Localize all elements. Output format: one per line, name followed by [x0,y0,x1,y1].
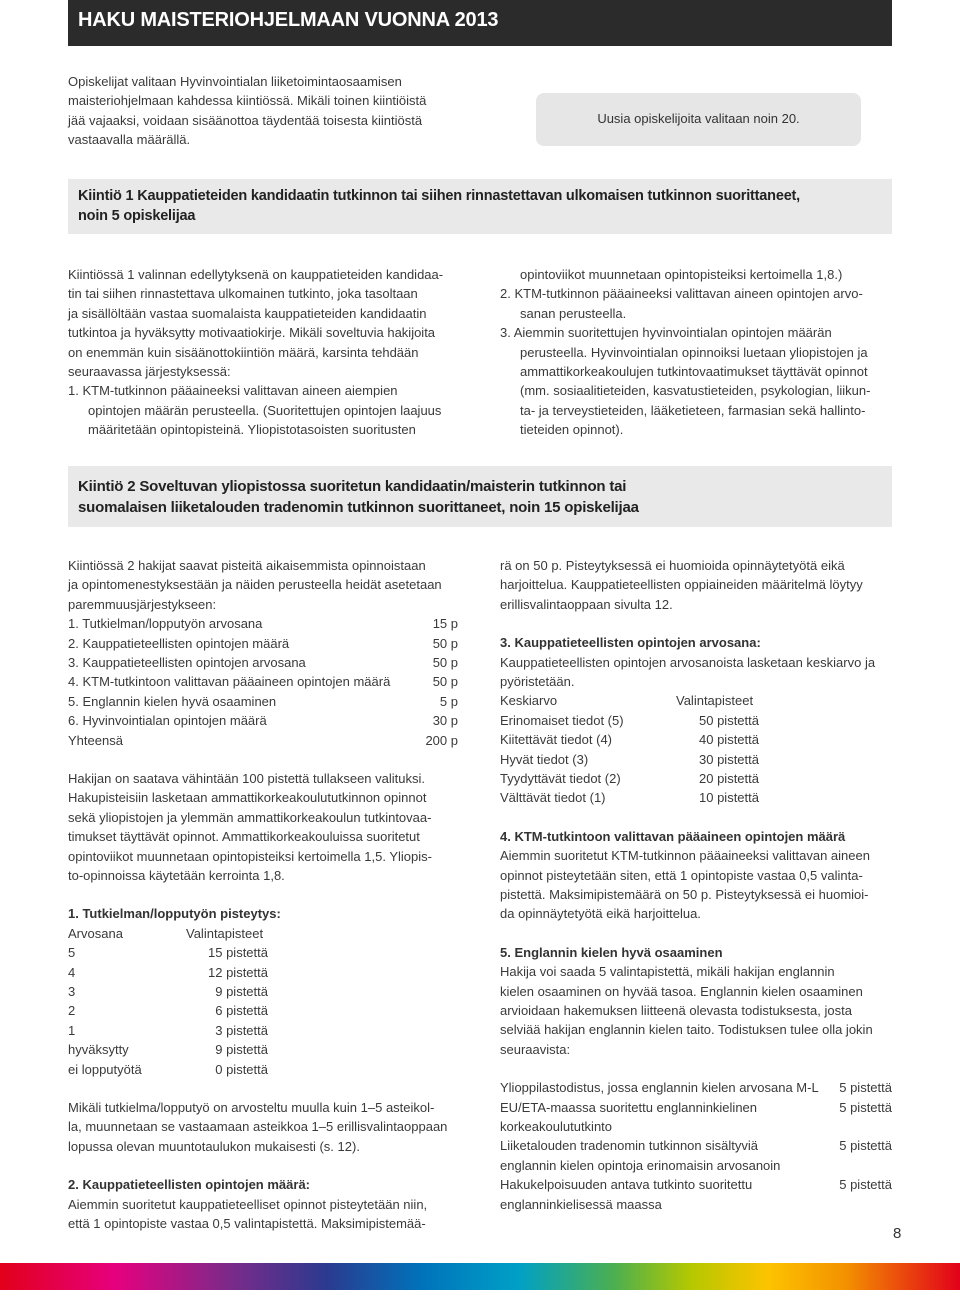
intro-line: vastaavalla määrällä. [68,132,191,148]
english-item-points: 5 pistettä [839,1138,892,1154]
quota1-item3-line: perusteella. Hyvinvointialan opinnoiksi luetaan yliopistojen ja [520,344,868,360]
english-item-text: Ylioppilastodistus, jossa englannin kielen arvosana M-L [500,1080,819,1096]
grade-level: Hyvät tiedot (3) [500,751,589,767]
thesis-row [68,982,468,1001]
thesis-grade: 3 [68,983,76,999]
points-total-value: 200 p [425,732,458,748]
grade-row [500,788,895,807]
thesis-points: 0 pistettä [215,1061,268,1077]
english-heading: 5. Englannin kielen hyvä osaaminen [500,944,723,960]
thesis-grade: 4 [68,964,76,980]
thesis-row [68,963,468,982]
footer-color-bar [0,1263,960,1290]
quota1-right-column [500,265,895,440]
grade-row [500,769,895,788]
quota1-left-column [68,265,468,440]
intro-line: Opiskelijat valitaan Hyvinvointialan liiketoimintaosaamisen [68,74,402,89]
points-label: 2. Kauppatieteellisten opintojen määrä [68,635,290,651]
quota2-title [78,477,639,518]
quota1-item3-line: (mm. sosiaalitieteiden, kasvatustieteiden, psykologian, liikun- [520,383,871,399]
quota1-item2-line: 2. KTM-tutkinnon pääaineeksi valittavan aineen opintojen arvo- [500,286,863,302]
grade-line: pyöristetään. [500,674,575,690]
amount-line: että 1 opintopiste vastaa 0,5 valintapistettä. Maksimipistemää- [68,1215,426,1231]
points-value: 30 p [432,713,458,729]
thesis-note-line: Mikäli tutkielma/lopputyö on arvosteltu muulla kuin 1–5 asteikol- [68,1099,435,1115]
english-item-text: EU/ETA-maassa suoritettu englanninkielinen [500,1099,758,1115]
min-points-line: opintoviikot muunnetaan opintopisteiksi kertoimella 1,5. Yliopis- [68,848,432,864]
quota1-item3-line: tieteiden opinnot). [520,422,624,438]
english-item-text: englannin kielen opintoja erinomaisin arvosanoin [500,1157,781,1173]
page-number: 8 [893,1225,902,1242]
english-item-text: Hakukelpoisuuden antava tutkinto suoritettu [500,1177,753,1193]
min-points-line: Hakijan on saatava vähintään 100 pistettä tullakseen valituksi. [68,770,425,786]
quota1-line: on enemmän kuin sisäänottokiintiön määrä, karsinta tehdään [68,344,419,360]
thesis-note-line: lopussa olevan muuntotaulukon mukaisesti (s. 12). [68,1138,360,1154]
english-item-points: 5 pistettä [839,1099,892,1115]
english-item [500,1098,895,1117]
points-row [68,711,468,730]
points-label: 6. Hyvinvointialan opintojen määrä [68,713,267,729]
amount-cont-line: harjoittelua. Kauppatieteellisten oppiaineiden määritelmä löytyy [500,577,863,593]
quota2-intro-line: Kiintiössä 2 hakijat saavat pisteitä aikaisemmista opinnoistaan [68,558,426,573]
points-value: 50 p [432,655,458,670]
thesis-row [68,943,468,962]
thesis-row [68,1001,468,1020]
english-line: selviää hakijan englannin kielen taito. Todistuksen tulee olla jokin [500,1022,873,1038]
points-label: 1. Tutkielman/lopputyön arvosana [68,616,263,632]
min-points-line: sekä yliopistojen ja ylemmän ammattikorkeakoulun tutkintovaa- [68,809,432,825]
quota1-item3-line: 3. Aiemmin suoritettujen hyvinvointialan opintojen määrän [500,325,832,341]
grade-points: 30 pistettä [699,751,759,767]
grade-level: Erinomaiset tiedot (5) [500,712,624,728]
thesis-col2: Valintapisteet [186,925,264,941]
english-line: seuraavista: [500,1041,571,1057]
points-label: 4. KTM-tutkintoon valittavan pääaineen opintojen määrä [68,674,391,690]
major-line: da opinnäytetyötä eikä harjoittelua. [500,906,701,922]
grade-points: 20 pistettä [699,771,759,786]
amount-cont-line: rä on 50 p. Pisteytyksessä ei huomioida opinnäytetyötä eikä [500,558,845,573]
english-item-points: 5 pistettä [839,1080,892,1096]
english-line: kielen osaaminen on hyvää tasoa. Englannin kielen osaaminen [500,983,863,999]
thesis-row [68,1021,468,1040]
quota1-item1-cont: opintoviikot muunnetaan opintopisteiksi kertoimella 1,8.) [520,267,843,282]
major-line: opinnot pisteytetään siten, että 1 opintopiste vastaa 0,5 valinta- [500,867,863,883]
grade-row [500,730,895,749]
points-label: 5. Englannin kielen hyvä osaaminen [68,693,277,709]
points-table [68,614,468,750]
quota1-item3-line: ta- ja terveystieteiden, lääketieteen, farmasian sekä hallinto- [520,402,866,418]
callout-box [536,93,861,146]
grade-col2: Valintapisteet [676,693,754,709]
quota2-title-line: Kiintiö 2 Soveltuvan yliopistossa suoritetun kandidaatin/maisterin tutkinnon tai [78,478,627,495]
points-row [68,614,468,633]
points-row [68,672,468,691]
grade-points: 40 pistettä [699,732,759,748]
thesis-row [68,1040,468,1059]
amount-heading: 2. Kauppatieteellisten opintojen määrä: [68,1177,310,1193]
grade-line: Kauppatieteellisten opintojen arvosanoista lasketaan keskiarvo ja [500,654,876,670]
min-points-line: Hakupisteisiin lasketaan ammattikorkeakoulututkinnon opinnot [68,790,427,806]
quota1-title [78,186,800,226]
grade-level: Kiitettävät tiedot (4) [500,732,612,748]
page-title: HAKU MAISTERIOHJELMAAN VUONNA 2013 [78,9,499,31]
points-label: 3. Kauppatieteellisten opintojen arvosana [68,655,306,670]
grade-level: Välttävät tiedot (1) [500,790,606,806]
thesis-row [68,1060,468,1079]
english-line: arvioidaan hakemuksen liitteenä olevasta todistuksesta, josta [500,1003,852,1019]
grade-col1: Keskiarvo [500,693,558,709]
thesis-points: 3 pistettä [215,1022,268,1038]
quota2-title-line: suomalaisen liiketalouden tradenomin tutkinnon suorittaneet, noin 15 opiskelijaa [78,498,639,516]
thesis-points: 9 pistettä [215,983,268,999]
thesis-grade: hyväksytty [68,1042,129,1058]
grade-row [500,750,895,769]
english-line: Hakija voi saada 5 valintapistettä, mikäli hakijan englannin [500,964,835,980]
quota1-item2-line: sanan perusteella. [520,305,627,321]
quota1-item1-line: opintojen määrän perusteella. (Suoritettujen opintojen laajuus [88,402,442,418]
amount-line: Aiemmin suoritetut kauppatieteelliset opinnot pisteytetään niin, [68,1196,428,1212]
points-value: 15 p [432,616,458,632]
grade-header-row [500,691,895,710]
thesis-grade: ei lopputyötä [68,1061,142,1077]
points-row [68,653,468,672]
quota2-left-column [68,556,468,1233]
quota1-item3-line: ammattikorkeakoulujen tutkintovaatimukset täyttävät opinnot [520,364,868,380]
min-points-line: to-opinnoissa käytetään kerrointa 1,8. [68,867,285,883]
english-item-cont [500,1195,895,1214]
quota1-title-line: noin 5 opiskelijaa [78,208,196,224]
quota1-line: Kiintiössä 1 valinnan edellytyksenä on kauppatieteiden kandidaa- [68,267,444,282]
points-value: 50 p [432,635,458,651]
english-item-text: korkeakoulututkinto [500,1119,613,1135]
quota1-title-line: Kiintiö 1 Kauppatieteiden kandidaatin tutkinnon tai siihen rinnastettavan ulkomaisen tutkinnon suorittaneet, [78,188,801,204]
points-total-label: Yhteensä [68,732,123,748]
quota2-intro-line: ja opintomenestyksestään ja näiden perusteella heidät asetetaan [68,577,442,593]
quota1-item1-line: määritetään opintopisteinä. Yliopistotasoisten suoritusten [88,422,416,438]
points-row [68,692,468,711]
grade-points: 10 pistettä [699,790,759,806]
thesis-heading: 1. Tutkielman/lopputyön pisteytys: [68,906,281,922]
intro-line: maisteriohjelmaan kahdessa kiintiössä. Mikäli toinen kiintiöistä [68,93,427,109]
amount-cont-line: erillisvalintaoppaan sivulta 12. [500,596,673,612]
points-row [68,634,468,653]
thesis-grade: 5 [68,945,76,961]
grade-heading: 3. Kauppatieteellisten opintojen arvosana: [500,635,761,651]
thesis-points: 9 pistettä [215,1042,268,1058]
english-item-cont [500,1117,895,1136]
min-points-line: timukset täyttävät opinnot. Ammattikorkeakouluissa suoritetut [68,829,420,845]
quota2-right-column [500,556,895,1214]
quota2-intro-line: paremmuusjärjestykseen: [68,596,217,612]
intro-paragraph [68,72,468,150]
quota1-line: tutkintoa ja hyväksytty motivaatiokirje. Mikäli soveltuvia hakijoita [68,325,436,341]
points-total-row [68,731,468,750]
quota2-banner [68,466,892,527]
thesis-points: 15 pistettä [208,945,268,961]
thesis-header-row [68,924,468,943]
quota1-line: tin tai siihen rinnastettava ulkomainen tutkinto, joka tasoltaan [68,286,418,302]
thesis-note-line: la, muunnetaan se vastaamaan asteikkoa 1–5 erillisvalintaoppaan [68,1119,448,1135]
major-line: Aiemmin suoritetut KTM-tutkinnon pääaineeksi valittavan aineen [500,848,870,864]
grade-level: Tyydyttävät tiedot (2) [500,771,621,786]
grade-points: 50 pistettä [699,712,759,728]
quota1-banner [68,179,892,234]
points-value: 50 p [432,674,458,690]
callout-text: Uusia opiskelijoita valitaan noin 20. [597,111,800,126]
english-item-points: 5 pistettä [839,1177,892,1193]
thesis-grade: 2 [68,1003,76,1019]
english-item-text: englanninkielisessä maassa [500,1196,662,1212]
thesis-points: 12 pistettä [208,964,268,980]
quota1-line: ja sisällöltään vastaa suomalaista kauppatieteiden kandidaatin [68,305,427,321]
major-line: pistettä. Maksimipistemäärä on 50 p. Pisteytyksessä ei huomioi- [500,887,869,902]
english-item [500,1136,895,1155]
points-value: 5 p [439,693,458,709]
thesis-grade: 1 [68,1022,76,1038]
thesis-points: 6 pistettä [215,1003,268,1019]
intro-line: jää vajaaksi, voidaan sisäänottoa täydentää toisesta kiintiöstä [68,112,423,128]
header-bar [68,0,892,46]
english-item [500,1078,895,1097]
quota1-item1-line: 1. KTM-tutkinnon pääaineeksi valittavan aineen aiempien [68,383,398,399]
grade-row [500,711,895,730]
english-item [500,1175,895,1194]
quota1-line: seuraavassa järjestyksessä: [68,364,231,380]
major-heading: 4. KTM-tutkintoon valittavan pääaineen opintojen määrä [500,828,846,844]
english-item-cont [500,1156,895,1175]
thesis-col1: Arvosana [68,925,123,941]
english-item-text: Liiketalouden tradenomin tutkinnon sisältyviä [500,1138,758,1154]
